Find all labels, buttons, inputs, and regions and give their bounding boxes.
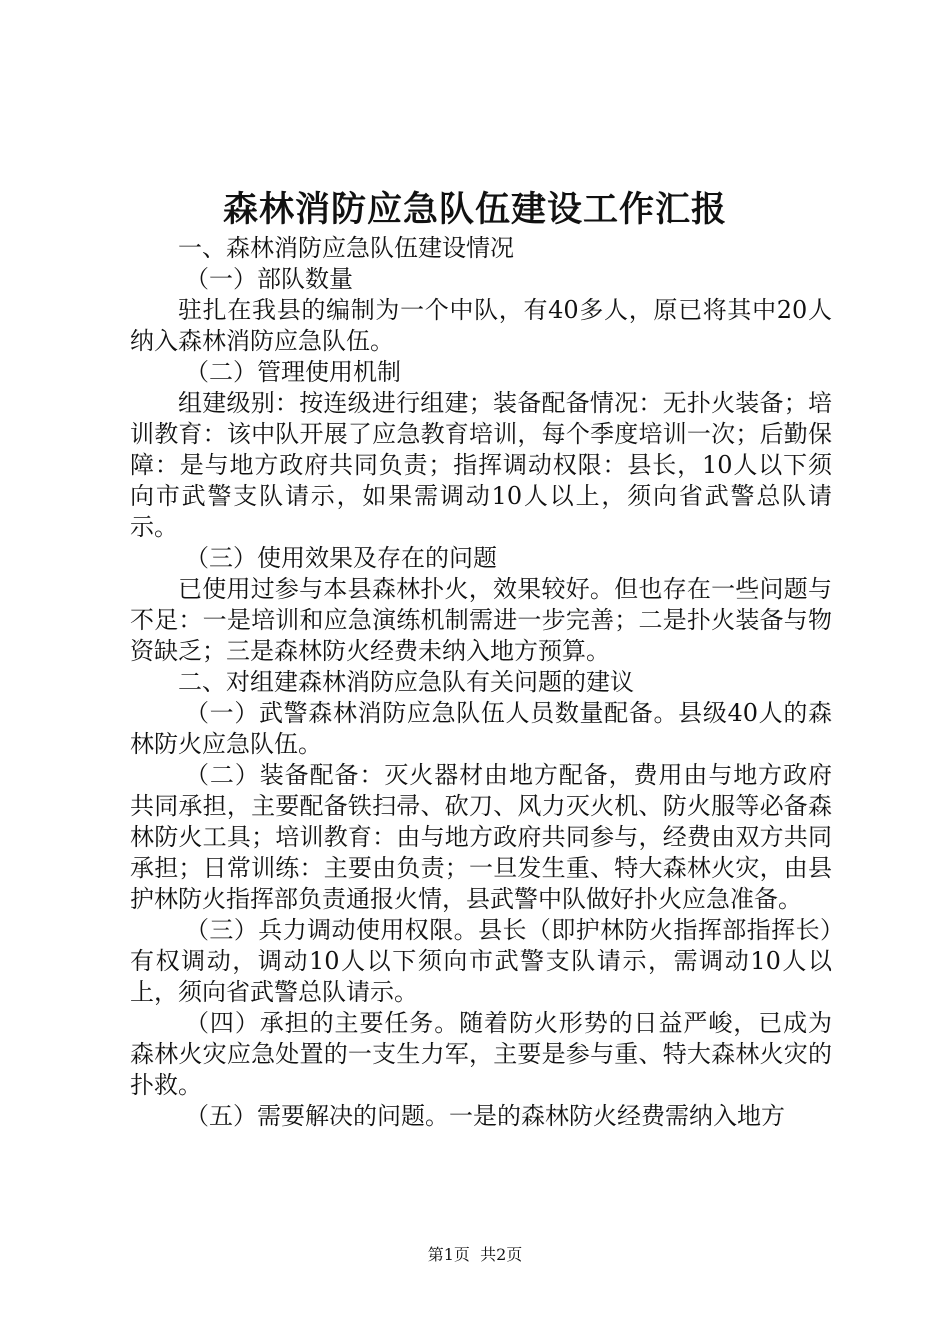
suggestion-3: （三）兵力调动使用权限。县长（即护林防火指挥部指挥长）有权调动，调动10人以下须向市武警支队请示，需调动10人以上，须向省武警总队请示。 [130,916,832,1006]
section-heading-2: 二、对组建森林消防应急队有关问题的建议 [178,668,634,696]
suggestion-5: （五）需要解决的问题。一是的森林防火经费需纳入地方 [185,1102,785,1130]
document-title: 森林消防应急队伍建设工作汇报 [222,189,727,230]
document-body [130,233,832,1132]
suggestion-1: （一）武警森林消防应急队伍人员数量配备。县级40人的森林防火应急队伍。 [130,699,832,758]
paragraph-effects-problems: 已使用过参与本县森林扑火，效果较好。但也存在一些问题与不足：一是培训和应急演练机制需进一步完善；二是扑火装备与物资缺乏；三是森林防火经费未纳入地方预算。 [130,575,832,665]
suggestion-2: （二）装备配备：灭火器材由地方配备，费用由与地方政府共同承担，主要配备铁扫帚、砍刀、风力灭火机、防火服等必备森林防火工具；培训教育：由与地方政府共同参与，经费由双方共同承担；日常训练：主要由负责；一旦发生重、特大森林火灾，由县护林防火指挥部负责通报火情，县武警中队做好扑火应急准备。 [130,761,832,913]
section-heading-1: 一、森林消防应急队伍建设情况 [178,234,514,262]
suggestion-4: （四）承担的主要任务。随着防火形势的日益严峻，已成为森林火灾应急处置的一支生力军，主要是参与重、特大森林火灾的扑救。 [130,1009,832,1099]
subheading-effects-problems: （三）使用效果及存在的问题 [185,544,497,572]
paragraph-management: 组建级别：按连级进行组建；装备配备情况：无扑火装备；培训教育：该中队开展了应急教育培训，每个季度培训一次；后勤保障：是与地方政府共同负责；指挥调动权限：县长，10人以下须向市武警支队请示，如果需调动10人以上，须向省武警总队请示。 [130,389,832,541]
page-footer [0,1244,950,1266]
paragraph-troop-count: 驻扎在我县的编制为一个中队，有40多人，原已将其中20人纳入森林消防应急队伍。 [130,296,832,355]
page-number: 第1页 共2页 [427,1245,523,1264]
subheading-management: （二）管理使用机制 [185,358,401,386]
subheading-troop-count: （一）部队数量 [185,265,353,293]
